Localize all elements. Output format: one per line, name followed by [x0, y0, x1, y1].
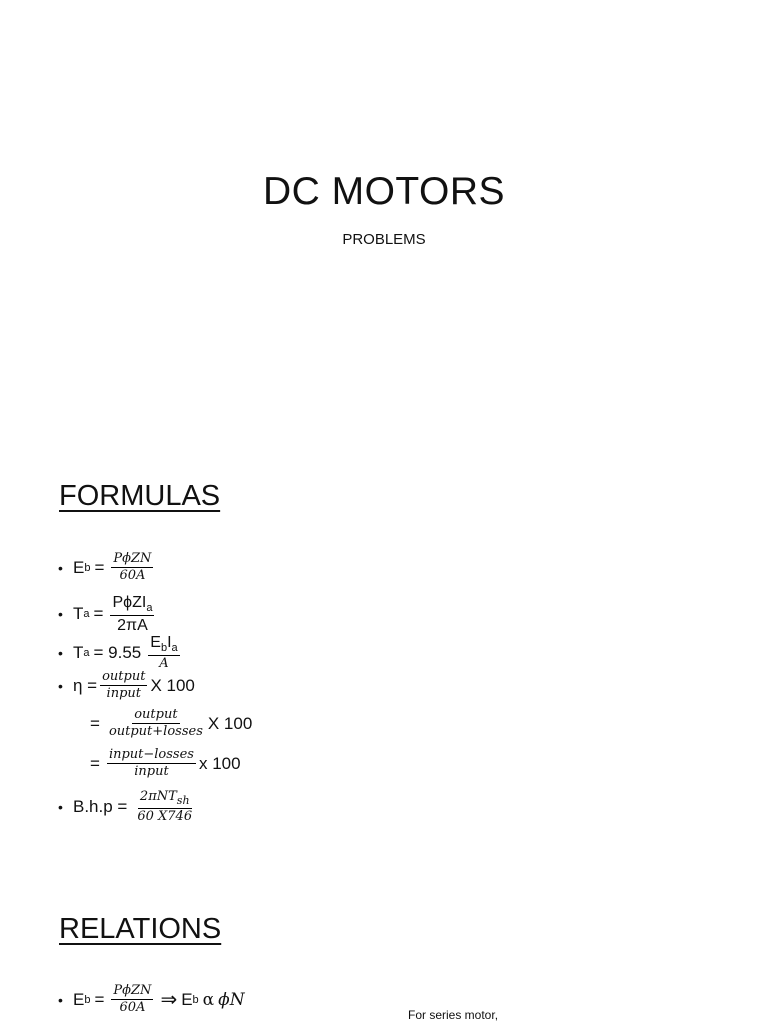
eff2-denominator: output+losses	[108, 724, 203, 740]
bhp-denominator: 60 X746	[137, 809, 193, 825]
eb-sub: b	[84, 561, 91, 574]
eff1-tail: X 100	[150, 675, 195, 695]
ta1-num-sub: a	[146, 602, 153, 614]
bhp-num-text: 2πNT	[139, 789, 177, 804]
page-title: DC MOTORS	[262, 170, 506, 213]
eff2-eq: =	[90, 713, 100, 733]
bullet-icon: •	[58, 644, 63, 661]
formulas-slide	[0, 460, 768, 880]
formula-ta2	[58, 634, 183, 671]
rel-numerator: PϕZN	[111, 984, 153, 1000]
page-subtitle: PROBLEMS	[342, 231, 426, 248]
bhp-numerator	[138, 790, 192, 809]
rel-rhs-sub: b	[192, 993, 199, 1006]
ta1-numerator	[110, 594, 154, 616]
ta1-fraction	[110, 594, 154, 635]
eb-fraction	[111, 552, 153, 584]
eb-eq: =	[94, 557, 105, 577]
rel-rhs: E	[181, 989, 193, 1009]
ta2-lhs: T	[73, 642, 84, 662]
eff2-tail: X 100	[207, 713, 253, 733]
bullet-icon: •	[58, 677, 63, 694]
eff2-fraction	[107, 708, 205, 740]
ta1-denominator: 2πA	[117, 617, 148, 635]
eff1-numerator: output	[100, 670, 147, 686]
title-slide	[0, 0, 768, 460]
eb-lhs: E	[73, 557, 85, 577]
ta2-num-sub2: a	[171, 642, 178, 654]
ta1-num-text: PϕZI	[112, 594, 147, 611]
ta1-lhs: T	[73, 604, 84, 624]
formula-eff2	[86, 708, 252, 740]
bullet-icon: •	[58, 799, 63, 816]
rel-lhs: E	[73, 989, 85, 1009]
eff1-denominator: input	[106, 686, 141, 702]
eff3-eq: =	[90, 753, 100, 773]
ta2-numerator	[148, 634, 179, 656]
formulas-heading: FORMULAS	[59, 480, 221, 512]
rel-sub: b	[84, 993, 91, 1006]
ta2-fraction	[148, 634, 179, 671]
rel-fraction	[111, 984, 153, 1016]
formula-bhp	[58, 790, 197, 824]
implies-arrow: ⇒	[160, 989, 178, 1012]
bhp-lhs: B.h.p =	[73, 797, 128, 817]
ta1-sub: a	[83, 608, 90, 621]
eff1-lhs: η =	[73, 675, 98, 695]
bhp-num-sub: sh	[176, 794, 190, 807]
formula-eff3	[86, 748, 241, 780]
eff2-numerator: output	[132, 708, 179, 724]
eb-denominator: 60A	[119, 568, 146, 584]
bullet-icon: •	[58, 991, 63, 1008]
rel-denominator: 60A	[119, 1000, 146, 1016]
bhp-fraction	[135, 790, 194, 824]
ta1-eq: =	[93, 604, 104, 624]
ta2-num-sub1: b	[160, 642, 168, 654]
relations-slide	[0, 880, 768, 1024]
formula-eb	[58, 552, 156, 584]
formula-eff1	[58, 670, 195, 702]
eff1-fraction	[100, 670, 147, 702]
eb-numerator: PϕZN	[111, 552, 153, 568]
bullet-icon: •	[58, 559, 63, 576]
rel-eq: =	[94, 989, 105, 1009]
eff3-denominator: input	[134, 764, 169, 780]
ta2-num-i: I	[167, 634, 172, 651]
eff3-fraction	[107, 748, 196, 780]
eff3-tail: x 100	[198, 753, 241, 773]
ta2-eq: = 9.55	[93, 642, 142, 662]
ta2-sub: a	[83, 646, 90, 659]
relation-eb	[58, 984, 245, 1016]
series-motor-note: For series motor,	[408, 1008, 499, 1022]
ta2-denominator: A	[159, 656, 169, 672]
proportional-symbol: α	[202, 989, 215, 1010]
formula-ta1	[58, 594, 157, 635]
eff3-numerator: input−losses	[107, 748, 196, 764]
bullet-icon: •	[58, 606, 63, 623]
relations-heading: RELATIONS	[59, 913, 222, 945]
rel-rhs-tail: ϕN	[218, 989, 245, 1010]
ta2-num-e: E	[150, 634, 161, 651]
